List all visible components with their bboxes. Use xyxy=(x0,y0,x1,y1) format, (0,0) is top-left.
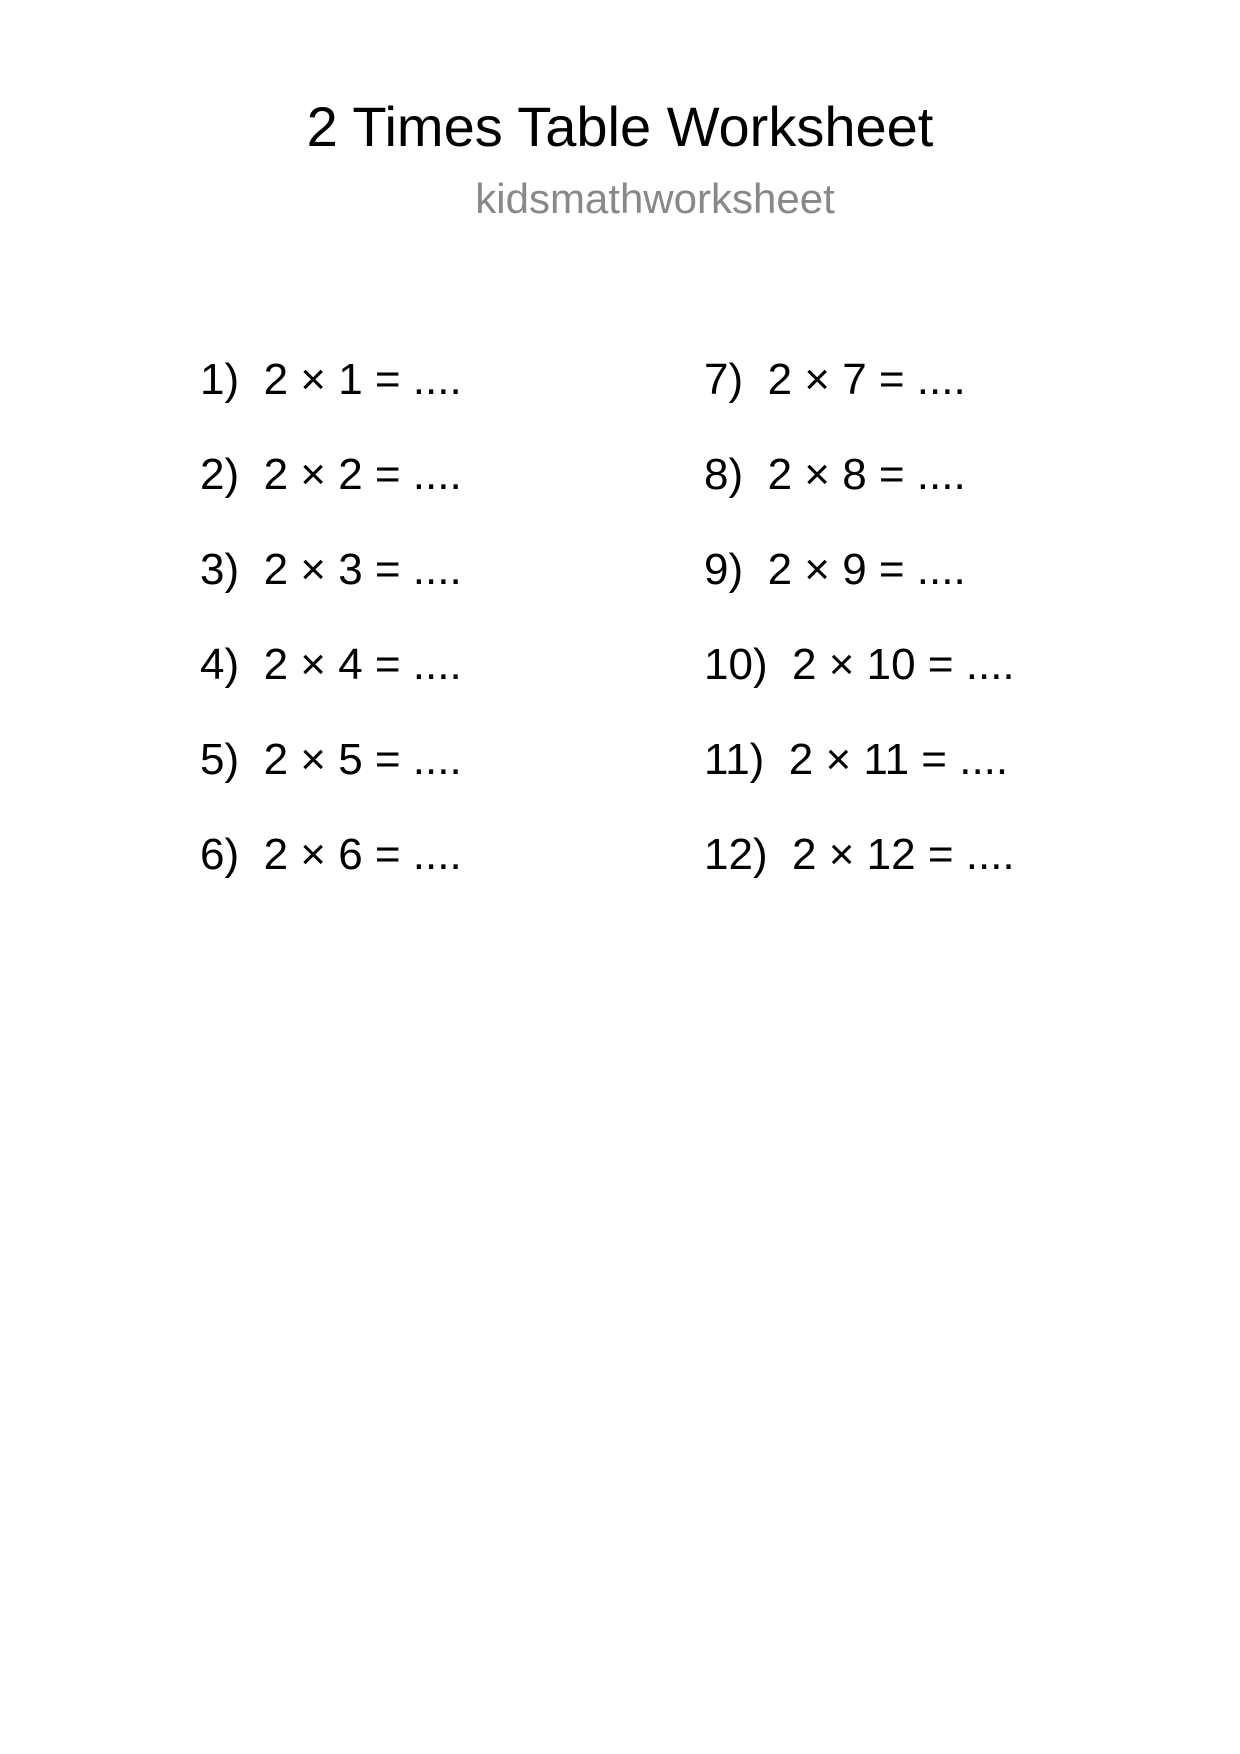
problem-item: 6) 2 × 6 = .... xyxy=(200,830,462,879)
problem-item: 8) 2 × 8 = .... xyxy=(704,450,966,499)
problem-item: 11) 2 × 11 = .... xyxy=(704,735,1009,784)
problem-item: 2) 2 × 2 = .... xyxy=(200,450,462,499)
problem-item: 3) 2 × 3 = .... xyxy=(200,545,462,594)
worksheet-title: 2 Times Table Worksheet xyxy=(306,95,934,158)
problem-item: 12) 2 × 12 = .... xyxy=(704,830,1015,879)
problem-item: 4) 2 × 4 = .... xyxy=(200,640,462,689)
problem-item: 10) 2 × 10 = .... xyxy=(704,640,1015,689)
problem-item: 5) 2 × 5 = .... xyxy=(200,735,462,784)
problem-item: 7) 2 × 7 = .... xyxy=(704,355,966,404)
problem-item: 9) 2 × 9 = .... xyxy=(704,545,966,594)
worksheet-subtitle: kidsmathworksheet xyxy=(475,175,835,222)
problem-item: 1) 2 × 1 = .... xyxy=(200,355,462,404)
